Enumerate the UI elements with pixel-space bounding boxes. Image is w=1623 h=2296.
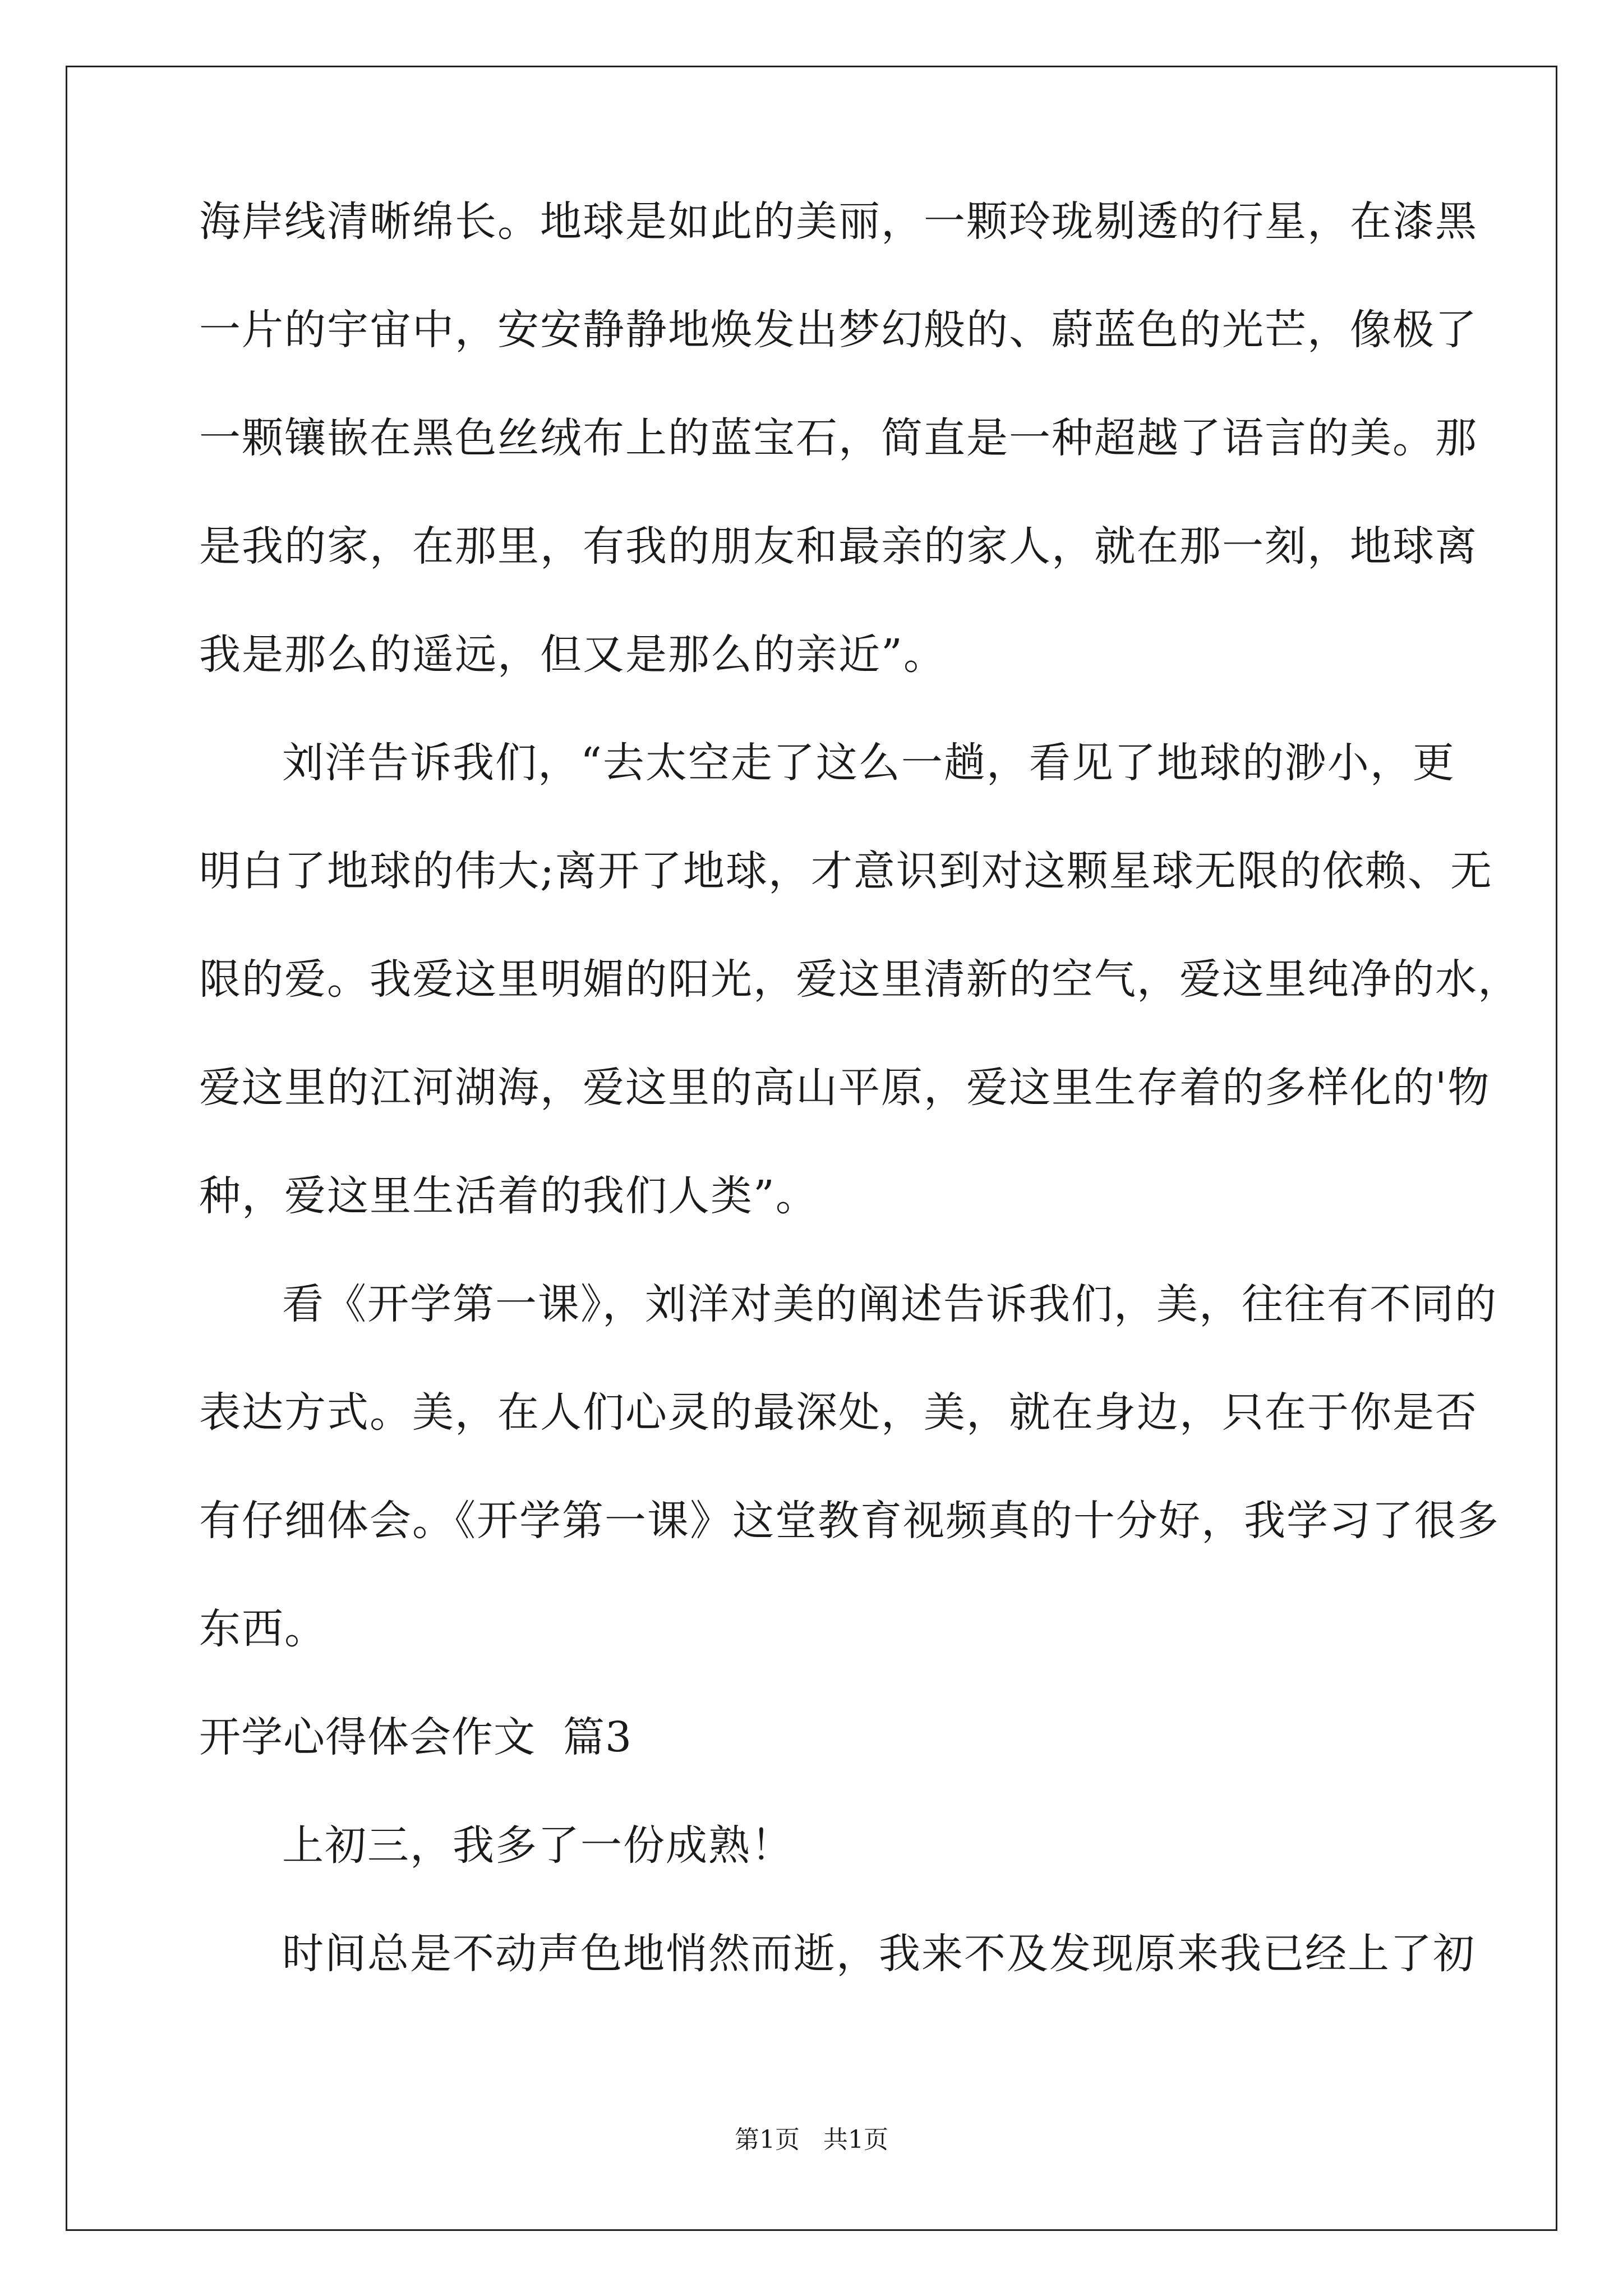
text-line: 刘洋告诉我们，“去太空走了这么一趟，看见了地球的渺小，更 — [282, 739, 1455, 787]
text-line: 明白了地球的伟大;离开了地球，才意识到对这颗星球无限的依赖、无 — [199, 847, 1493, 895]
text-line: 海岸线清晰绵长。地球是如此的美丽，一颗玲珑剔透的行星，在漆黑 — [199, 197, 1478, 246]
text-line: 一片的宇宙中，安安静静地焕发出梦幻般的、蔚蓝色的光芒，像极了 — [199, 306, 1478, 354]
text-line: 爱这里的江河湖海，爱这里的高山平原，爱这里生存着的多样化的'物 — [199, 1064, 1491, 1112]
text-line: 表达方式。美，在人们心灵的最深处，美，就在身边，只在于你是否 — [199, 1388, 1478, 1437]
page-footer: 第1页 共1页 — [735, 2125, 888, 2154]
section-heading: 开学心得体会作文 篇3 — [199, 1713, 633, 1761]
text-line: 上初三，我多了一份成熟！ — [282, 1821, 794, 1870]
text-line: 是我的家，在那里，有我的朋友和最亲的家人，就在那一刻，地球离 — [199, 522, 1478, 570]
text-line: 时间总是不动声色地悄然而逝，我来不及发现原来我已经上了初 — [282, 1930, 1476, 1978]
text-line: 种，爱这里生活着的我们人类”。 — [199, 1172, 818, 1220]
text-line: 我是那么的遥远，但又是那么的亲近”。 — [199, 631, 946, 679]
text-line: 一颗镶嵌在黑色丝绒布上的蓝宝石，简直是一种超越了语言的美。那 — [199, 414, 1478, 462]
text-line: 东西。 — [199, 1605, 327, 1653]
document-body — [199, 197, 1520, 2040]
text-line: 有仔细体会。《开学第一课》这堂教育视频真的十分好，我学习了很多 — [199, 1497, 1500, 1545]
text-line: 看《开学第一课》，刘洋对美的阐述告诉我们，美，往往有不同的 — [282, 1280, 1497, 1328]
text-line: 限的爱。我爱这里明媚的阳光，爱这里清新的空气，爱这里纯净的水， — [199, 955, 1520, 1004]
